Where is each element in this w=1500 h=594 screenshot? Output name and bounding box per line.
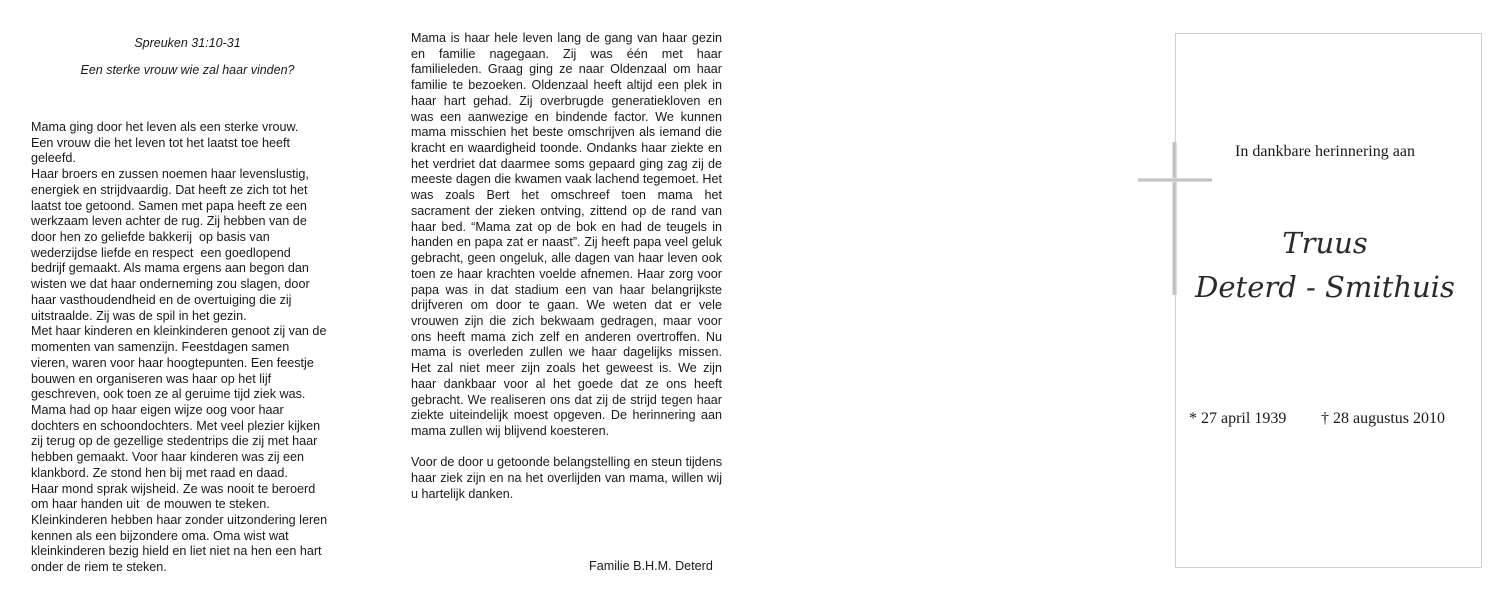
full-name: Deterd - Smithuis <box>1195 270 1455 304</box>
tribute-line: bouwen en organiseren was haar op het lijf <box>31 371 272 386</box>
tribute-line: onder de riem te steken. <box>31 560 167 575</box>
memorial-paragraph: Mama is haar hele leven lang de gang van haar gezin en familie nagegaan. Zij was één met haar familieleden. Graag ging ze naar Oldenzaal om haar familie te bezoeken. Oldenzaal heeft altijd een plek in haar hart gehad. Zij overbrugde generatiekloven en was een aanwezige en bindende factor. We kunnen mama misschien het beste omschrijven als iemand die kracht en waardigheid toonde. Ondanks haar ziekte en het verdriet dat daarmee soms gepaard ging zag zij de meeste dagen die kwamen vaak lachend tegemoet. Het was zoals Bert het omschreef toen mama het sacrament der zieken ontving, zittend op de rand van haar bed. “Mama zat op de bok en had de teugels in handen en papa zat er naast”. Zij heeft papa veel geluk gebracht, geen ongeluk, alle dagen van haar leven ook toen ze haar krachten voelde afnemen. Haar zorg voor papa was in dat stadium een van haar belangrijkste drijfveren om door te gaan. We weten dat er vele vrouwen zijn die zich bekwaam gedragen, maar voor ons heeft mama zich zelf en anderen overtroffen. Nu mama is overleden zullen we haar dagelijks missen. Het zal niet meer zijn zoals het geweest is. We zijn haar dankbaar voor al het goede dat ze ons heeft gebracht. We realiseren ons dat zij de strijd tegen haar ziekte uiteindelijk moest opgeven. De herinnering aan mama zullen wij blijvend koesteren. <box>411 31 722 438</box>
tribute-line: zij terug op de gezellige stedentrips die zij met haar <box>31 434 318 449</box>
cross-bar <box>1138 178 1212 182</box>
tribute-line: om haar handen uit de mouwen te steken. <box>31 497 270 512</box>
tribute-line: haar vasthoudendheid en de overtuiging die zij <box>31 292 292 307</box>
tribute-line: wederzijdse liefde en respect een goedlopend <box>31 245 291 260</box>
tribute-line: Haar broers en zussen noemen haar levenslustig, <box>31 167 309 182</box>
birth-date: * 27 april 1939 <box>1189 410 1287 427</box>
tribute-line: geschreven, ook toen ze al geruime tijd ziek was. <box>31 387 306 402</box>
tribute-line: energiek en strijdvaardig. Dat heeft ze zich tot het <box>31 182 308 197</box>
memorial-text <box>411 31 722 503</box>
blank-page <box>750 0 1150 594</box>
tribute-line: bedrijf gemaakt. Als mama ergens aan begon dan <box>31 261 309 276</box>
thanks-paragraph: Voor de door u getoonde belangstelling en steun tijdens haar ziek zijn en na het overlijden van mama, willen wij u hartelijk danken. <box>411 455 722 501</box>
tribute-line: wisten we dat haar onderneming zou slagen, door <box>31 277 310 292</box>
tribute-line: werkzaam leven achter de rug. Zij hebben van de <box>31 214 307 229</box>
tribute-line: Haar mond sprak wijsheid. Ze was nooit te beroerd <box>31 481 316 496</box>
tribute-line: Mama ging door het leven als een sterke vrouw. <box>31 120 299 134</box>
tribute-line: door hen zo geliefde bakkerij op basis van <box>31 230 270 245</box>
tribute-line: Kleinkinderen hebben haar zonder uitzondering leren <box>31 512 328 527</box>
tribute-line: Mama had op haar eigen wijze oog voor haar <box>31 402 284 417</box>
tribute-text <box>31 120 351 576</box>
tribute-line: Een vrouw die het leven tot het laatst toe heeft <box>31 135 291 150</box>
tribute-line: momenten van samenzijn. Feestdagen samen <box>31 340 290 355</box>
verse-line: Een sterke vrouw wie zal haar vinden? <box>80 63 295 77</box>
left-page <box>0 0 375 594</box>
first-name: Truus <box>1282 226 1368 260</box>
tribute-line: Met haar kinderen en kleinkinderen genoot zij van de <box>31 324 327 339</box>
tribute-line: laatst toe getoond. Samen met papa heeft ze een <box>31 198 307 213</box>
tribute-line: kleinkinderen bezig hield en liet niet na hen een hart <box>31 544 322 559</box>
middle-page <box>375 0 750 594</box>
tribute-line: klankbord. Ze stond hen bij met raad en daad. <box>31 465 288 480</box>
cross-icon <box>1172 142 1177 295</box>
verse-reference: Spreuken 31:10-31 <box>134 36 241 50</box>
tribute-line: vieren, waren voor haar hoogtepunten. Een feestje <box>31 355 314 370</box>
family-signature: Familie B.H.M. Deterd <box>589 559 713 573</box>
death-date: † 28 augustus 2010 <box>1321 410 1445 427</box>
tribute-line: dochters en schoondochters. Met veel plezier kijken <box>31 418 321 433</box>
tribute-line: uitstraalde. Zij was de spil in het gezin. <box>31 308 247 323</box>
tribute-line: kennen als een bijzondere oma. Oma wist wat <box>31 528 289 543</box>
tribute-line: geleefd. <box>31 151 76 166</box>
tribute-line: hebben gemaakt. Voor haar kinderen was zij een <box>31 450 305 465</box>
dedication-text: In dankbare herinnering aan <box>1235 143 1415 160</box>
